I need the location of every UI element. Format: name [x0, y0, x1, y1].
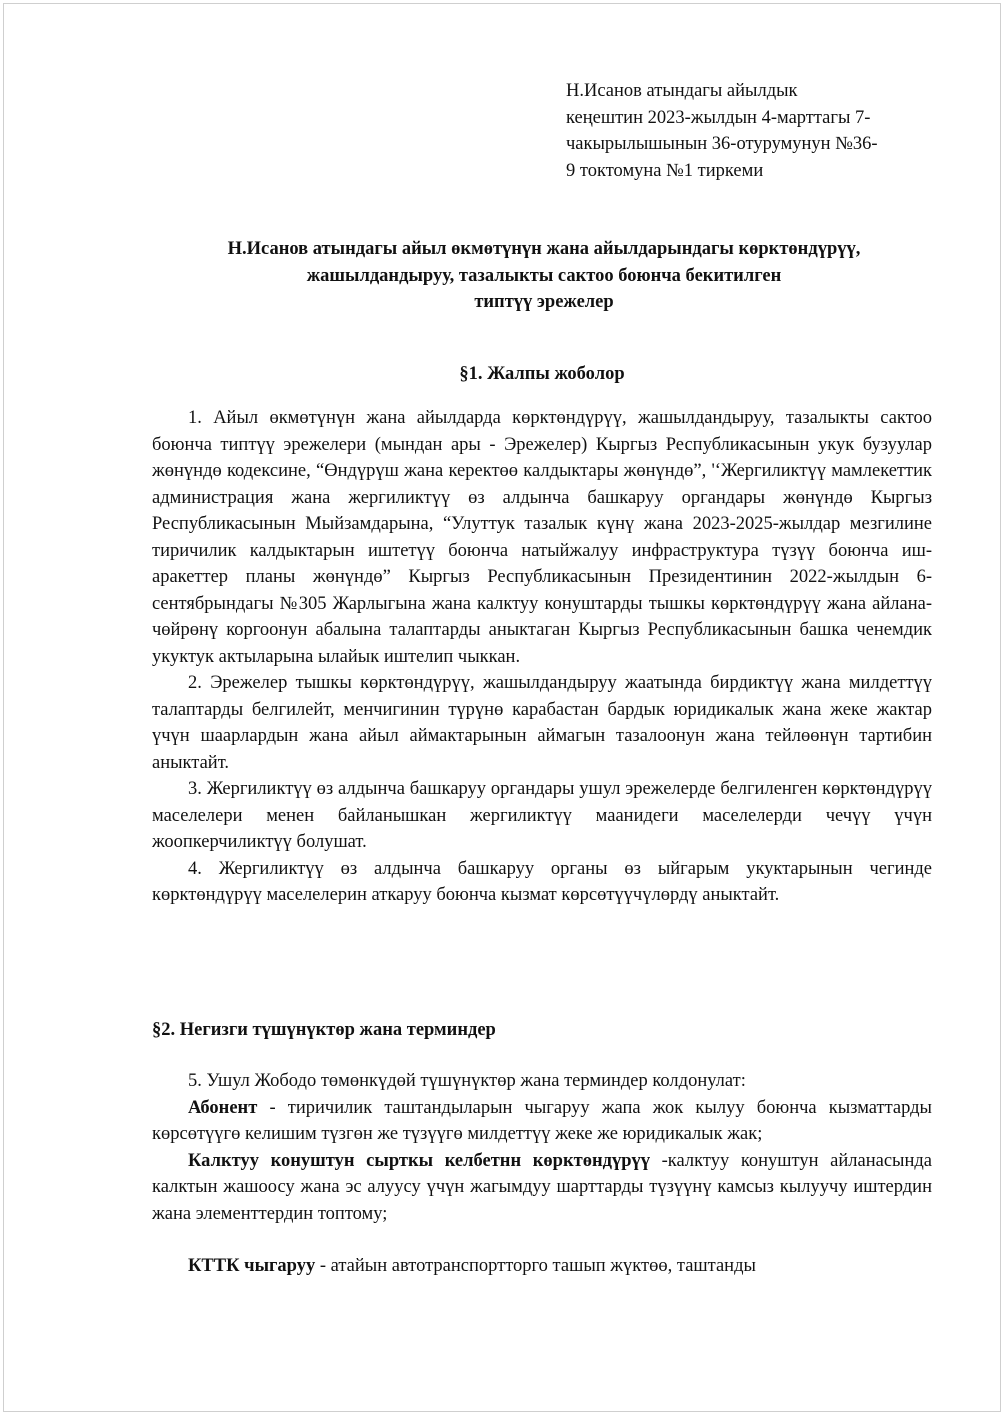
- paragraph-3: 3. Жергиликтүү өз алдынча башкаруу органдары ушул эрежелерде белгиленген көрктөндүрүү маселелери менен байланышкан жергиликтүү маанидеги маселелерди чечүү үчүн жоопкерчиликтүү болушат.: [152, 779, 932, 852]
- term-separator: -: [315, 1256, 331, 1276]
- paragraph-4: 4. Жергиликтүү өз алдынча башкаруу органы өз ыйгарым укуктарынын чегинде көрктөндүрүү маселелерин аткаруу боюнча кызмат көрсөтүүчүлөрдү аныктайт.: [152, 858, 932, 905]
- term-name: Абонент: [188, 1097, 258, 1118]
- term-text: тиричилик таштандыларын чыгаруу жапа жок кылуу боюнча кызматтарды көрсөтүүгө келишим түзгөн же түзүүгө милдеттүү жеке же юридикалык жак;: [152, 1097, 932, 1144]
- document-title: [144, 236, 944, 316]
- paragraph-5: 5. Ушул Жободо төмөнкүдөй түшүнүктөр жана терминдер колдонулат:: [188, 1071, 746, 1091]
- blank-line: [152, 1227, 932, 1253]
- title-line: жашылдандыруу, тазалыкты сактоо боюнча бекитилген: [306, 265, 782, 286]
- header-line: 9 токтомуна №1 тиркеми: [566, 160, 764, 181]
- header-line: кеңештин 2023-жылдын 4-марттагы 7-: [566, 107, 871, 128]
- paragraph-2: 2. Эрежелер тышкы көрктөндүрүү, жашылдандыруу жаатында бирдиктүү жана милдеттүү талаптарды белгилейт, менчигинин түрүнө карабастан бардык юридикалык жана жеке жактар үчүн шаарлардын жана айыл аймактарынын аймагын тазалоонун жана тейлөөнүн тартибин аныктайт.: [152, 673, 932, 773]
- title-line: типтүү эрежелер: [474, 292, 614, 312]
- section-1-heading: §1. Жалпы жоболор: [459, 364, 625, 384]
- term-definition: [152, 1148, 932, 1228]
- header-line: чакырылышынын 36-отурумунун №36-: [566, 134, 878, 154]
- term-name: Калктуу конуштун сырткы келбетнн көрктөндүрүү: [188, 1150, 650, 1171]
- term-text: атайын автотранспортторго ташып жүктөө, таштанды: [330, 1256, 756, 1276]
- term-separator: -: [650, 1150, 668, 1171]
- appendix-header: [566, 78, 932, 184]
- section-2-body: [152, 1068, 932, 1280]
- document-page: [3, 3, 1001, 1412]
- term-definition: [152, 1253, 932, 1280]
- header-line: Н.Исанов атындагы айылдык: [566, 81, 798, 101]
- term-definition: [152, 1095, 932, 1148]
- term-name: КТТК чыгаруу: [188, 1256, 316, 1276]
- section-1-body: [152, 405, 932, 909]
- term-text: калктуу конуштун айланасында калктын жашоосу жана эс алуусу үчүн жагымдуу шарттарды түзүүнү камсыз кылуучу иштердин жана элементтердин топтому;: [152, 1150, 932, 1224]
- title-line: Н.Исанов атындагы айыл өкмөтүнүн жана айылдарындагы көрктөндүрүү,: [227, 239, 861, 259]
- paragraph-1: 1. Айыл өкмөтүнүн жана айылдарда көрктөндүрүү, жашылдандыруу, тазалыкты сактоо боюнча типтүү эрежелери (мындан ары - Эрежелер) Кыргыз Республикасынын укук бузуулар жөнүндө кодексине, “Өндүрүш жана керектөө калдыктары жөнүндө”, '‘Жергиликтүү мамлекеттик администрация жана жергиликтүү өз алдынча башкаруу органдары жөнүндө Кыргыз Республикасынын Мыйзамдарына, “Улуттук тазалык күнү жана 2023-2025-жылдар мезгилине тиричилик калдыктарын иштетүү боюнча натыйжалуу инфраструктура түзүү боюнча иш-аракеттер планы жөнүндө” Кыргыз Республикасынын Президентинин 2022-жылдын 6-сентябрындагы №305 Жарлыгына жана калктуу конуштарды тышкы көрктөндүрүү жана айлана-чөйрөнү коргоонун абалына талаптарды аныктаган Кыргыз Республикасынын башка ченемдик укуктук актыларына ылайык иштелип чыккан.: [152, 408, 932, 667]
- section-2-heading: §2. Негизги түшүнүктөр жана терминдер: [152, 1020, 496, 1040]
- term-separator: -: [257, 1097, 288, 1118]
